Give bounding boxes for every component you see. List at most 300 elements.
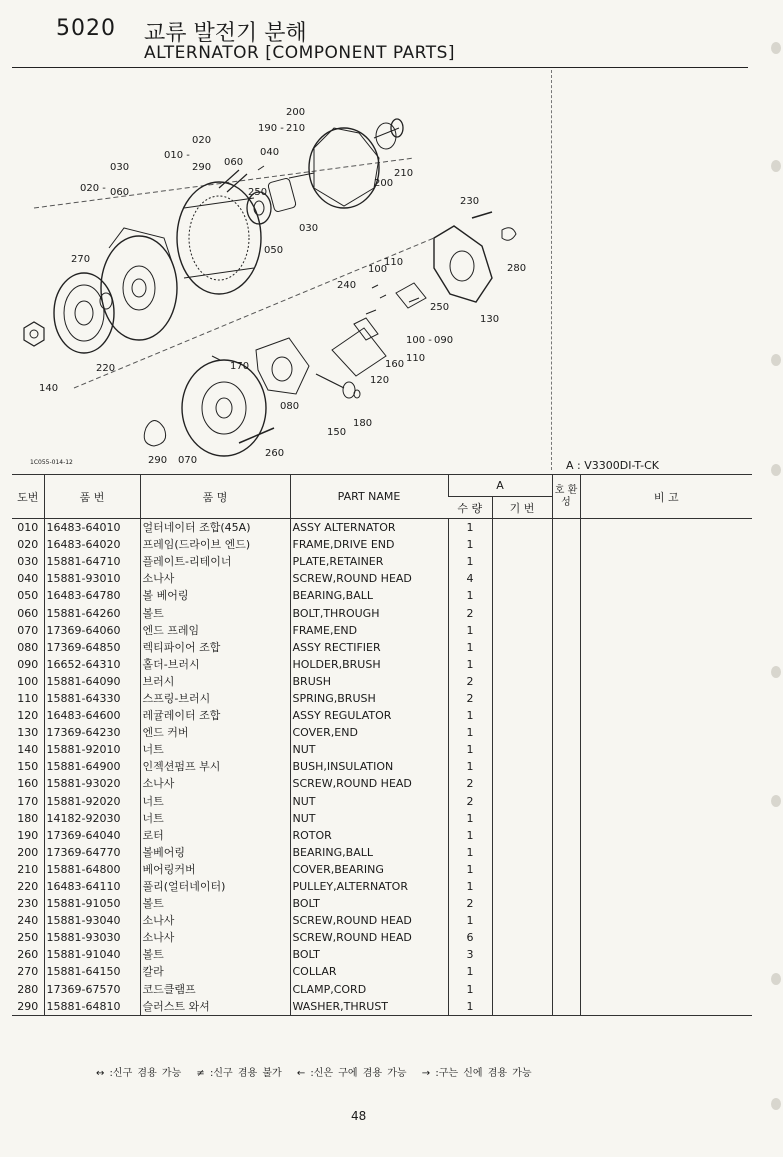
callout-label: 080 [280,401,300,412]
row-item-no: 250 [17,931,39,945]
figure-code: 1C055-014-12 [30,459,73,466]
row-quantity: 1 [448,827,492,844]
row-remarks [580,536,752,553]
row-part-name: BUSH,INSULATION [290,758,448,775]
row-name-korean: 볼베어링 [140,844,290,861]
row-quantity: 1 [448,981,492,998]
row-remarks [580,724,752,741]
callout-label: 240 [337,280,357,291]
table-row [12,827,752,844]
model-designation: A : V3300DI-T-CK [566,459,659,472]
row-part-name: BEARING,BALL [290,844,448,861]
row-quantity: 1 [448,912,492,929]
row-part-number: 17369-64850 [44,639,140,656]
row-name-korean: 볼트 [140,604,290,621]
row-remarks [580,775,752,792]
row-part-name: SCREW,ROUND HEAD [290,570,448,587]
row-remarks [580,707,752,724]
row-remarks [580,622,752,639]
row-item-no: 050 [17,589,39,603]
row-quantity: 4 [448,570,492,587]
callout-label: 290 [192,162,212,173]
section-code: 5020 [56,16,116,41]
row-interchange [552,810,580,827]
row-base [492,963,552,980]
row-base [492,673,552,690]
row-part-number: 16483-64780 [44,587,140,604]
row-part-name: FRAME,DRIVE END [290,536,448,553]
row-remarks [580,656,752,673]
row-part-number: 14182-92030 [44,810,140,827]
row-part-number: 15881-64260 [44,604,140,621]
callout-label: 210 [286,123,306,134]
row-interchange [552,758,580,775]
row-interchange [552,570,580,587]
row-part-name: ASSY REGULATOR [290,707,448,724]
row-base [492,741,552,758]
row-remarks [580,981,752,998]
row-interchange [552,878,580,895]
row-interchange [552,707,580,724]
row-item-no: 290 [12,998,44,1016]
col-header-name-ko: 품 명 [140,475,290,519]
row-quantity: 1 [448,707,492,724]
row-interchange [552,622,580,639]
row-base [492,929,552,946]
row-interchange [552,536,580,553]
row-part-number: 17369-64040 [44,827,140,844]
row-quantity: 1 [448,639,492,656]
col-header-qty: 수 량 [448,497,492,519]
row-part-name: ROTOR [290,827,448,844]
row-item-no: 010 [17,521,39,535]
row-part-number: 15881-64900 [44,758,140,775]
row-base [492,604,552,621]
table-row [12,724,752,741]
row-base [492,690,552,707]
row-part-name: SCREW,ROUND HEAD [290,775,448,792]
row-part-number: 15881-93010 [44,570,140,587]
row-interchange [552,587,580,604]
callout-label: 130 [480,314,500,325]
row-remarks [580,963,752,980]
row-name-korean: 너트 [140,741,290,758]
row-item-no: 170 [17,794,39,808]
row-part-number: 15881-64150 [44,963,140,980]
row-name-korean: 슬러스트 와셔 [140,998,290,1016]
row-item-no: 200 [17,845,39,859]
row-quantity: 1 [448,553,492,570]
row-part-name: COLLAR [290,963,448,980]
row-quantity: 1 [448,810,492,827]
row-part-number: 15881-64810 [44,998,140,1016]
row-part-number: 16483-64010 [44,519,140,537]
callout-label: 060 [224,157,244,168]
callout-label: 270 [71,254,91,265]
row-part-number: 17369-64230 [44,724,140,741]
callout-label: 200 [286,107,306,118]
row-remarks [580,929,752,946]
row-base [492,912,552,929]
row-name-korean: 플레이트-리테이너 [140,553,290,570]
binder-hole [771,666,781,678]
row-base [492,810,552,827]
callout-label: 250 [430,302,450,313]
table-row [12,570,752,587]
row-part-name: FRAME,END [290,622,448,639]
row-name-korean: 볼트 [140,895,290,912]
callout-label: 020 - [80,183,106,194]
row-item-no: 060 [17,606,39,620]
row-base [492,793,552,810]
table-row [12,895,752,912]
row-remarks [580,793,752,810]
row-part-name: COVER,END [290,724,448,741]
col-header-no: 도번 [12,475,44,519]
row-interchange [552,912,580,929]
callout-label: 210 [394,168,414,179]
row-quantity: 1 [448,622,492,639]
row-interchange [552,998,580,1016]
row-name-korean: 렉티파이어 조합 [140,639,290,656]
row-item-no: 100 [17,674,39,688]
row-quantity: 1 [448,587,492,604]
row-item-no: 280 [17,982,39,996]
row-item-no: 110 [17,691,39,705]
row-name-korean: 소나사 [140,929,290,946]
row-name-korean: 코드클램프 [140,981,290,998]
row-part-number: 16483-64110 [44,878,140,895]
row-part-number: 15881-92020 [44,793,140,810]
row-part-number: 15881-64330 [44,690,140,707]
row-item-no: 260 [17,948,39,962]
col-header-part-name: PART NAME [290,475,448,519]
row-base [492,878,552,895]
callout-label: 100 [368,264,388,275]
binder-hole [771,354,781,366]
row-name-korean: 너트 [140,810,290,827]
row-quantity: 2 [448,775,492,792]
row-remarks [580,946,752,963]
table-row [12,587,752,604]
row-part-name: HOLDER,BRUSH [290,656,448,673]
callout-label: 040 [260,147,280,158]
row-quantity: 3 [448,946,492,963]
row-quantity: 1 [448,724,492,741]
row-item-no: 020 [17,538,39,552]
row-interchange [552,775,580,792]
table-row [12,861,752,878]
callout-label: 050 [264,245,284,256]
binder-hole [771,973,781,985]
row-part-name: BOLT,THROUGH [290,604,448,621]
table-row [12,707,752,724]
row-part-name: SPRING,BRUSH [290,690,448,707]
row-remarks [580,810,752,827]
row-base [492,946,552,963]
callout-label: 110 [406,353,426,364]
row-remarks [580,758,752,775]
row-name-korean: 풀리(얼터네이터) [140,878,290,895]
row-base [492,998,552,1016]
col-header-interchange: 호 환 성 [552,475,580,519]
table-row [12,741,752,758]
row-item-no: 210 [17,862,39,876]
row-part-number: 15881-93030 [44,929,140,946]
row-quantity: 1 [448,998,492,1016]
col-header-a: A [448,475,552,497]
title-korean: 교류 발전기 분해 [144,21,307,46]
row-part-name: BOLT [290,946,448,963]
row-part-number: 16483-64600 [44,707,140,724]
row-part-name: NUT [290,810,448,827]
row-quantity: 1 [448,741,492,758]
row-item-no: 160 [17,777,39,791]
row-interchange [552,844,580,861]
table-row [12,810,752,827]
row-quantity: 2 [448,690,492,707]
row-remarks [580,604,752,621]
row-part-name: ASSY RECTIFIER [290,639,448,656]
row-part-number: 17369-64060 [44,622,140,639]
row-remarks [580,998,752,1016]
table-row [12,981,752,998]
row-item-no: 220 [17,880,39,894]
row-base [492,861,552,878]
row-part-name: PLATE,RETAINER [290,553,448,570]
row-item-no: 040 [17,572,39,586]
row-quantity: 1 [448,963,492,980]
table-row [12,878,752,895]
row-part-number: 15881-92010 [44,741,140,758]
row-part-number: 15881-93040 [44,912,140,929]
row-item-no: 120 [17,709,39,723]
row-part-number: 17369-64770 [44,844,140,861]
row-interchange [552,895,580,912]
row-quantity: 1 [448,758,492,775]
table-row [12,536,752,553]
row-quantity: 1 [448,519,492,537]
col-header-remarks: 비 고 [580,475,752,519]
row-interchange [552,553,580,570]
row-part-number: 15881-64710 [44,553,140,570]
row-quantity: 2 [448,793,492,810]
callout-label: 220 [96,363,116,374]
row-part-number: 16483-64020 [44,536,140,553]
row-base [492,844,552,861]
row-part-name: SCREW,ROUND HEAD [290,929,448,946]
row-remarks [580,827,752,844]
callout-label: 110 [384,257,404,268]
table-row [12,673,752,690]
callout-label: 020 [192,135,212,146]
parts-table [12,474,752,1016]
table-row [12,793,752,810]
row-base [492,536,552,553]
row-interchange [552,656,580,673]
row-interchange [552,827,580,844]
callout-label: 150 [327,427,347,438]
table-row [12,690,752,707]
header-rule [12,67,748,68]
callout-label: 160 [385,359,405,370]
row-base [492,895,552,912]
row-name-korean: 레귤레이터 조합 [140,707,290,724]
row-part-name: ASSY ALTERNATOR [290,519,448,537]
row-base [492,707,552,724]
row-remarks [580,878,752,895]
table-row [12,844,752,861]
row-quantity: 1 [448,878,492,895]
table-row [12,912,752,929]
row-quantity: 1 [448,656,492,673]
row-part-number: 15881-64090 [44,673,140,690]
callout-label: 100 - [406,335,432,346]
row-base [492,981,552,998]
row-interchange [552,673,580,690]
row-item-no: 140 [17,743,39,757]
row-name-korean: 소나사 [140,570,290,587]
row-base [492,519,552,537]
row-name-korean: 엔드 커버 [140,724,290,741]
row-part-number: 15881-93020 [44,775,140,792]
row-interchange [552,981,580,998]
callout-label: 200 [374,178,394,189]
row-item-no: 230 [17,897,39,911]
row-part-number: 15881-64800 [44,861,140,878]
row-part-name: NUT [290,741,448,758]
table-row [12,519,752,537]
callout-label: 120 [370,375,390,386]
row-part-number: 16652-64310 [44,656,140,673]
binder-hole [771,160,781,172]
row-name-korean: 소나사 [140,912,290,929]
row-remarks [580,861,752,878]
table-row [12,622,752,639]
row-remarks [580,673,752,690]
row-name-korean: 인젝션펌프 부시 [140,758,290,775]
row-item-no: 070 [17,623,39,637]
table-row [12,998,752,1016]
callout-label: 190 - [258,123,284,134]
callout-label: 260 [265,448,285,459]
row-name-korean: 브러시 [140,673,290,690]
row-name-korean: 로터 [140,827,290,844]
row-remarks [580,844,752,861]
row-quantity: 2 [448,895,492,912]
row-remarks [580,741,752,758]
row-part-number: 15881-91050 [44,895,140,912]
col-header-part-no: 품 번 [44,475,140,519]
callout-label: 030 [299,223,319,234]
row-remarks [580,639,752,656]
row-name-korean: 베어링커버 [140,861,290,878]
row-base [492,724,552,741]
row-part-name: BEARING,BALL [290,587,448,604]
table-row [12,758,752,775]
row-base [492,656,552,673]
table-row [12,553,752,570]
row-item-no: 090 [17,657,39,671]
row-name-korean: 너트 [140,793,290,810]
row-interchange [552,690,580,707]
row-remarks [580,690,752,707]
row-quantity: 6 [448,929,492,946]
row-remarks [580,895,752,912]
row-base [492,827,552,844]
row-part-name: BRUSH [290,673,448,690]
row-item-no: 080 [17,640,39,654]
row-quantity: 1 [448,536,492,553]
row-part-number: 15881-91040 [44,946,140,963]
callout-label: 170 [230,361,250,372]
row-name-korean: 얼터네이터 조합(45A) [140,519,290,537]
callout-label: 030 [110,162,130,173]
row-item-no: 190 [17,828,39,842]
row-interchange [552,724,580,741]
callout-label: 060 [110,187,130,198]
callout-label: 230 [460,196,480,207]
row-part-name: BOLT [290,895,448,912]
callout-label: 070 [178,455,198,466]
interchange-legend: ↔ :신구 겸용 가능 ≠ :신구 겸용 불가 ← :신은 구에 겸용 가능 → :구는 신에 겸용 가능 [96,1068,532,1079]
row-name-korean: 볼 베어링 [140,587,290,604]
row-quantity: 2 [448,673,492,690]
row-item-no: 180 [17,811,39,825]
row-name-korean: 볼트 [140,946,290,963]
table-row [12,929,752,946]
callout-label: 290 [148,455,168,466]
table-row [12,775,752,792]
row-interchange [552,929,580,946]
row-part-name: CLAMP,CORD [290,981,448,998]
row-item-no: 150 [17,760,39,774]
row-item-no: 270 [17,965,39,979]
row-item-no: 130 [17,726,39,740]
row-quantity: 1 [448,861,492,878]
table-row [12,656,752,673]
table-row [12,963,752,980]
row-interchange [552,793,580,810]
callout-label: 280 [507,263,527,274]
row-part-name: PULLEY,ALTERNATOR [290,878,448,895]
row-base [492,775,552,792]
row-remarks [580,912,752,929]
row-interchange [552,639,580,656]
row-quantity: 2 [448,604,492,621]
row-part-name: COVER,BEARING [290,861,448,878]
callout-label: 180 [353,418,373,429]
row-base [492,570,552,587]
table-row [12,604,752,621]
callout-label: 140 [39,383,59,394]
row-part-name: WASHER,THRUST [290,998,448,1016]
row-base [492,639,552,656]
callout-label: 010 - [164,150,190,161]
row-interchange [552,861,580,878]
row-item-no: 030 [17,555,39,569]
col-header-base: 기 번 [492,497,552,519]
row-name-korean: 스프링-브러시 [140,690,290,707]
page-number: 48 [351,1109,367,1123]
row-item-no: 240 [17,914,39,928]
row-remarks [580,553,752,570]
row-interchange [552,741,580,758]
row-part-name: SCREW,ROUND HEAD [290,912,448,929]
row-quantity: 1 [448,844,492,861]
binder-hole [771,1098,781,1110]
row-base [492,758,552,775]
